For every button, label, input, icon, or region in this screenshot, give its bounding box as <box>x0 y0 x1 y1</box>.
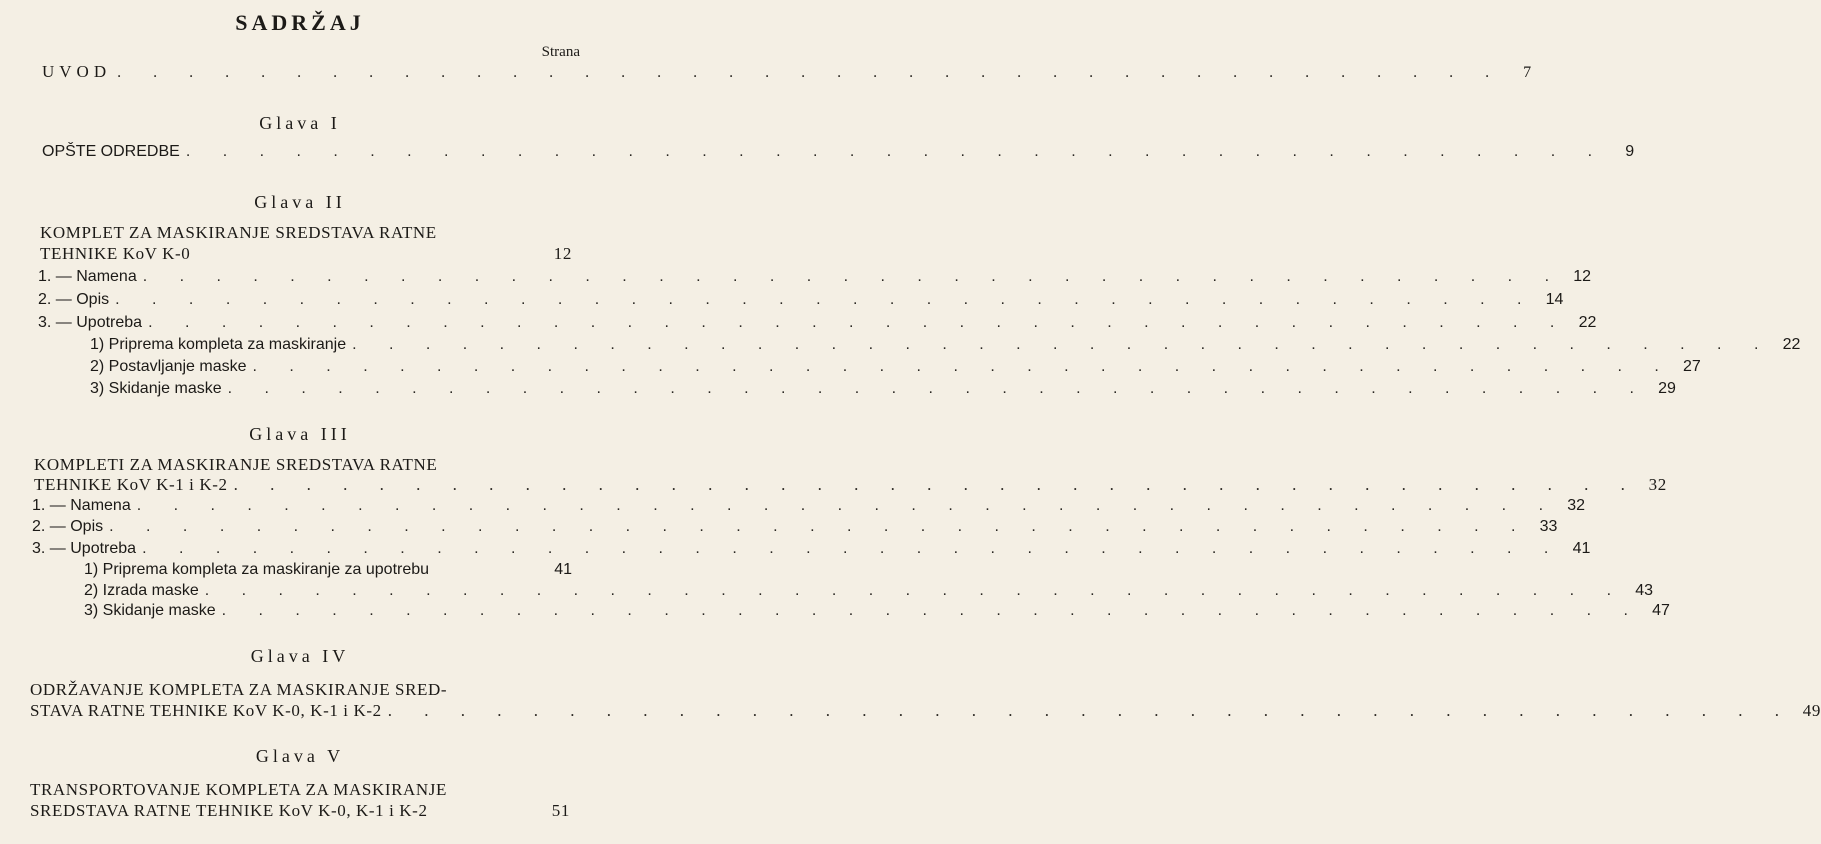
toc-entry-page: 43 <box>1635 582 1654 599</box>
toc-entry-page: 29 <box>1658 380 1676 397</box>
toc-entry-page: 47 <box>1652 602 1670 619</box>
chapter-2-title-line2 <box>40 244 572 264</box>
chapter-3-title-line1: KOMPLETI ZA MASKIRANJE SREDSTAVA RATNE <box>34 455 438 474</box>
toc-entry-page: 51 <box>551 801 570 820</box>
toc-entry-label: 2. — Opis <box>32 518 104 535</box>
leader-dots: . . . . . . . . . . . . . . . . . . . . . . . . . . . . . . . . . . . . . . . <box>142 268 1564 285</box>
chapter-4-title-line2 <box>30 701 1821 721</box>
leader-dots: . . . . . . . . . . . . . . . . . . . . . . . . . . . . . . . . . . . . . . . <box>204 582 1626 599</box>
toc-entry-page: 14 <box>1545 291 1564 308</box>
toc-entry-label: TEHNIKE KoV K-0 <box>40 244 191 263</box>
toc-entry-label: UVOD <box>42 62 112 81</box>
toc-entry-label: 1) Priprema kompleta za maskiranje <box>90 336 347 353</box>
toc-entry-page: 12 <box>553 244 572 263</box>
toc-subentry-skidanje <box>84 602 1670 620</box>
chapter-heading-2: Glava II <box>254 192 346 212</box>
toc-entry-label: 2) Izrada maske <box>84 582 199 599</box>
leader-dots: . . . . . . . . . . . . . . . . . . . . . . . . . . . . . . . . . . . . . . . <box>233 475 1639 494</box>
toc-entry-label: 1. — Namena <box>38 268 137 285</box>
leader-dots: . . . . . . . . . . . . . . . . . . . . . . . . . . . . . . . . . . . . . . . <box>387 701 1793 720</box>
chapter-5-title-line1: TRANSPORTOVANJE KOMPLETA ZA MASKIRANJE <box>30 780 447 799</box>
chapter-heading-1: Glava I <box>259 113 341 133</box>
toc-entry-label: 3. — Upotreba <box>32 540 137 557</box>
toc-entry-label: 3) Skidanje maske <box>90 380 222 397</box>
toc-entry-uvod <box>42 62 1532 82</box>
toc-entry-page: 22 <box>1578 314 1597 331</box>
leader-dots: . . . . . . . . . . . . . . . . . . . . . . . . . . . . . . . . . . . . . . . <box>117 64 1504 81</box>
toc-entry-page: 32 <box>1567 497 1586 514</box>
toc-entry-label: 2) Postavljanje maske <box>90 358 247 375</box>
toc-entry-namena <box>38 268 1592 286</box>
toc-entry-page: 12 <box>1573 268 1592 285</box>
chapter-heading-4: Glava IV <box>250 646 350 666</box>
toc-entry-page: 32 <box>1648 475 1667 494</box>
toc-subentry-priprema <box>84 561 572 579</box>
toc-entry-opis <box>38 291 1564 309</box>
leader-dots: . . . . . . . . . . . . . . . . . . . . . . . . . . . . . . . . . . . . . . . <box>185 143 1607 160</box>
toc-entry-namena <box>32 497 1586 515</box>
toc-entry-label: TEHNIKE KoV K-1 i K-2 <box>34 475 228 494</box>
leader-dots: . . . . . . . . . . . . . . . . . . . . . . . . . . . . . . . . . . . . . . . <box>142 540 1563 557</box>
leader-dots: . . . . . . . . . . . . . . . . . . . . . . . . . . . . . . . . . . . . . . . <box>148 314 1569 331</box>
chapter-3-title-line2 <box>34 475 1667 495</box>
chapter-heading-5: Glava V <box>255 746 345 766</box>
toc-entry-label: OPŠTE ODREDBE <box>42 143 180 160</box>
leader-dots: . . . . . . . . . . . . . . . . . . . . . . . . . . . . . . . . . . . . . . . <box>109 518 1530 535</box>
toc-entry-page: 41 <box>1572 540 1591 557</box>
toc-subentry-izrada <box>84 582 1654 600</box>
chapter-5-title-line2 <box>30 801 570 821</box>
toc-entry-upotreba <box>32 540 1591 558</box>
toc-subentry-skidanje <box>90 380 1676 398</box>
toc-entry-page: 9 <box>1625 143 1635 160</box>
toc-entry-page: 49 <box>1802 701 1821 720</box>
toc-entry-label: 1. — Namena <box>32 497 131 514</box>
toc-entry-page: 33 <box>1539 518 1558 535</box>
toc-entry-opis <box>32 518 1558 536</box>
toc-entry-label: 3. — Upotreba <box>38 314 143 331</box>
chapter-4-title-line1: ODRŽAVANJE KOMPLETA ZA MASKIRANJE SRED- <box>30 680 448 699</box>
toc-entry-opste-odredbe <box>42 143 1635 161</box>
page-column-label: Strana <box>541 44 580 60</box>
toc-entry-label: 1) Priprema kompleta za maskiranje za upotrebu <box>84 561 430 578</box>
toc-entry-label: 2. — Opis <box>38 291 110 308</box>
chapter-heading-3: Glava III <box>249 424 351 444</box>
leader-dots: . . . . . . . . . . . . . . . . . . . . . . . . . . . . . . . . . . . . . . . <box>221 602 1642 619</box>
toc-entry-label: SREDSTAVA RATNE TEHNIKE KoV K-0, K-1 i K-2 <box>30 801 428 820</box>
toc-entry-page: 22 <box>1782 336 1801 353</box>
toc-entry-label: STAVA RATNE TEHNIKE KoV K-0, K-1 i K-2 <box>30 701 382 720</box>
toc-entry-label: 3) Skidanje maske <box>84 602 216 619</box>
leader-dots: . . . . . . . . . . . . . . . . . . . . . . . . . . . . . . . . . . . . . . . <box>136 497 1558 514</box>
toc-entry-upotreba <box>38 314 1597 332</box>
toc-subentry-priprema <box>90 336 1801 354</box>
leader-dots: . . . . . . . . . . . . . . . . . . . . . . . . . . . . . . . . . . . . . . . <box>115 291 1536 308</box>
toc-subentry-postavljanje <box>90 358 1701 376</box>
leader-dots: . . . . . . . . . . . . . . . . . . . . . . . . . . . . . . . . . . . . . . . <box>227 380 1648 397</box>
leader-dots: . . . . . . . . . . . . . . . . . . . . . . . . . . . . . . . . . . . . . . . <box>252 358 1673 375</box>
leader-dots: . . . . . . . . . . . . . . . . . . . . . . . . . . . . . . . . . . . . . . . <box>352 336 1773 353</box>
page-title: SADRŽAJ <box>235 10 365 35</box>
chapter-2-title-line1: KOMPLET ZA MASKIRANJE SREDSTAVA RATNE <box>40 223 437 242</box>
toc-entry-page: 41 <box>554 561 572 578</box>
toc-entry-page: 7 <box>1523 64 1532 81</box>
toc-entry-page: 27 <box>1683 358 1701 375</box>
